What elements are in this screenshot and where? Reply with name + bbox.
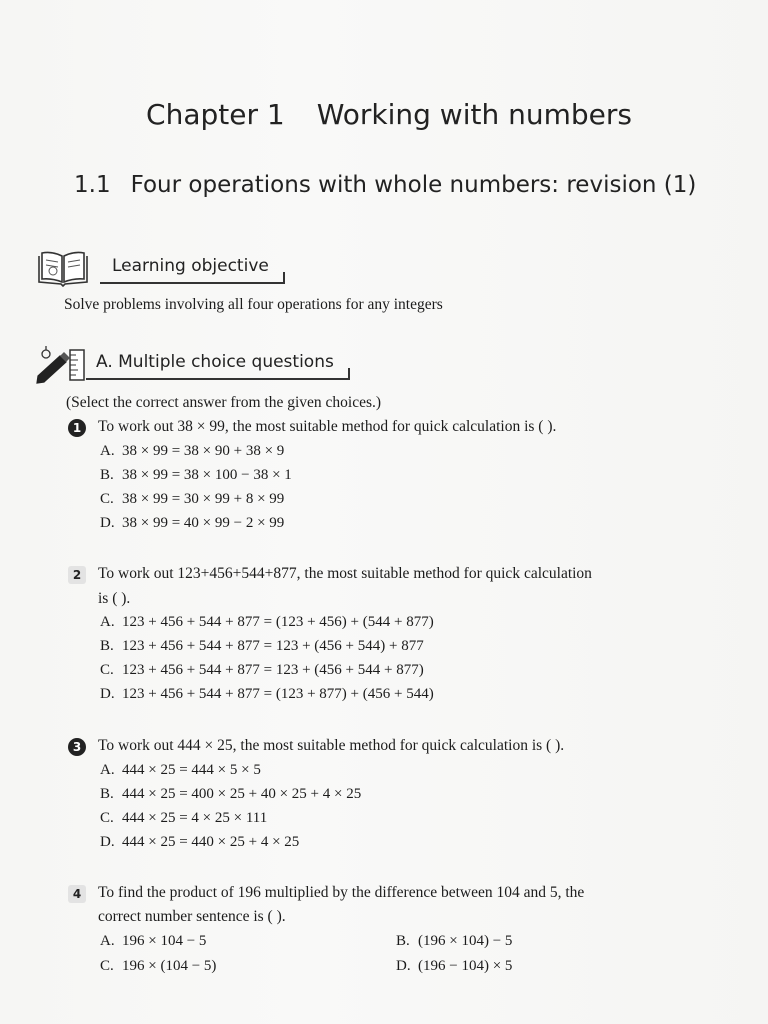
option-letter: A.: [100, 762, 115, 778]
multiple-choice-heading: A. Multiple choice questions: [86, 352, 348, 380]
chapter-label: Chapter 1: [146, 98, 285, 131]
answer-option: [396, 933, 512, 950]
option-letter: B.: [100, 786, 114, 802]
option-text: 444 × 25 = 444 × 5 × 5: [122, 762, 261, 778]
option-text: 444 × 25 = 400 × 25 + 40 × 25 + 4 × 25: [122, 786, 362, 802]
option-text: 444 × 25 = 440 × 25 + 4 × 25: [122, 834, 300, 850]
option-letter: B.: [100, 467, 114, 483]
option-text: 123 + 456 + 544 + 877 = 123 + (456 + 544) + 877: [122, 638, 424, 654]
option-text: 38 × 99 = 30 × 99 + 8 × 99: [122, 491, 285, 507]
answer-option: [100, 614, 434, 631]
option-letter: D.: [100, 686, 115, 702]
answer-option: [100, 662, 424, 679]
learning-objective-text: Solve problems involving all four operations for any integers: [64, 296, 443, 313]
question-stem: To work out 38 × 99, the most suitable method for quick calculation is ( ).: [98, 418, 557, 435]
option-text: 444 × 25 = 4 × 25 × 111: [122, 810, 268, 826]
instruction-text: (Select the correct answer from the given choices.): [66, 394, 382, 411]
question-stem: To find the product of 196 multiplied by the difference between 104 and 5, the: [98, 884, 585, 901]
learning-objective-heading: Learning objective: [100, 256, 283, 284]
answer-option: [100, 467, 292, 484]
option-text: 38 × 99 = 38 × 90 + 38 × 9: [122, 443, 285, 459]
answer-option: [100, 810, 267, 827]
question-stem: To work out 444 × 25, the most suitable method for quick calculation is ( ).: [98, 737, 565, 754]
option-letter: A.: [100, 443, 115, 459]
option-text: 196 × (104 − 5): [122, 958, 217, 974]
option-text: 196 × 104 − 5: [122, 933, 207, 949]
question-number-badge: 1: [68, 419, 86, 437]
option-text: 38 × 99 = 40 × 99 − 2 × 99: [122, 515, 285, 531]
pencil-ruler-icon: [34, 344, 88, 384]
answer-option: [396, 958, 512, 975]
option-letter: D.: [100, 834, 115, 850]
option-text: (196 − 104) × 5: [418, 958, 513, 974]
section-title: [74, 172, 696, 198]
option-letter: C.: [100, 662, 114, 678]
answer-option: [100, 515, 284, 532]
option-letter: D.: [396, 958, 411, 974]
option-letter: B.: [396, 933, 410, 949]
section-name: Four operations with whole numbers: revision (1): [130, 172, 697, 198]
answer-option: [100, 786, 361, 803]
option-text: 123 + 456 + 544 + 877 = (123 + 456) + (544 + 877): [122, 614, 434, 630]
option-letter: A.: [100, 614, 115, 630]
section-number: 1.1: [74, 172, 111, 198]
option-letter: C.: [100, 810, 114, 826]
chapter-title: [0, 98, 768, 131]
question-stem-continued: correct number sentence is ( ).: [98, 908, 286, 925]
option-letter: C.: [100, 491, 114, 507]
option-letter: D.: [100, 515, 115, 531]
question-number-badge: 3: [68, 738, 86, 756]
question-number-badge: 4: [68, 885, 86, 903]
option-text: 123 + 456 + 544 + 877 = 123 + (456 + 544 + 877): [122, 662, 424, 678]
answer-option: [100, 958, 216, 975]
answer-option: [100, 686, 434, 703]
question-stem-continued: is ( ).: [98, 590, 131, 607]
answer-option: [100, 491, 284, 508]
option-text: 123 + 456 + 544 + 877 = (123 + 877) + (456 + 544): [122, 686, 434, 702]
answer-option: [100, 443, 284, 460]
option-letter: B.: [100, 638, 114, 654]
answer-option: [100, 638, 424, 655]
answer-option: [100, 933, 206, 950]
chapter-name: Working with numbers: [316, 98, 632, 131]
option-text: 38 × 99 = 38 × 100 − 38 × 1: [122, 467, 292, 483]
option-letter: C.: [100, 958, 114, 974]
option-letter: A.: [100, 933, 115, 949]
question-number-badge: 2: [68, 566, 86, 584]
open-book-icon: [36, 248, 90, 288]
answer-option: [100, 834, 299, 851]
question-stem: To work out 123+456+544+877, the most suitable method for quick calculation: [98, 565, 592, 582]
answer-option: [100, 762, 261, 779]
option-text: (196 × 104) − 5: [418, 933, 513, 949]
